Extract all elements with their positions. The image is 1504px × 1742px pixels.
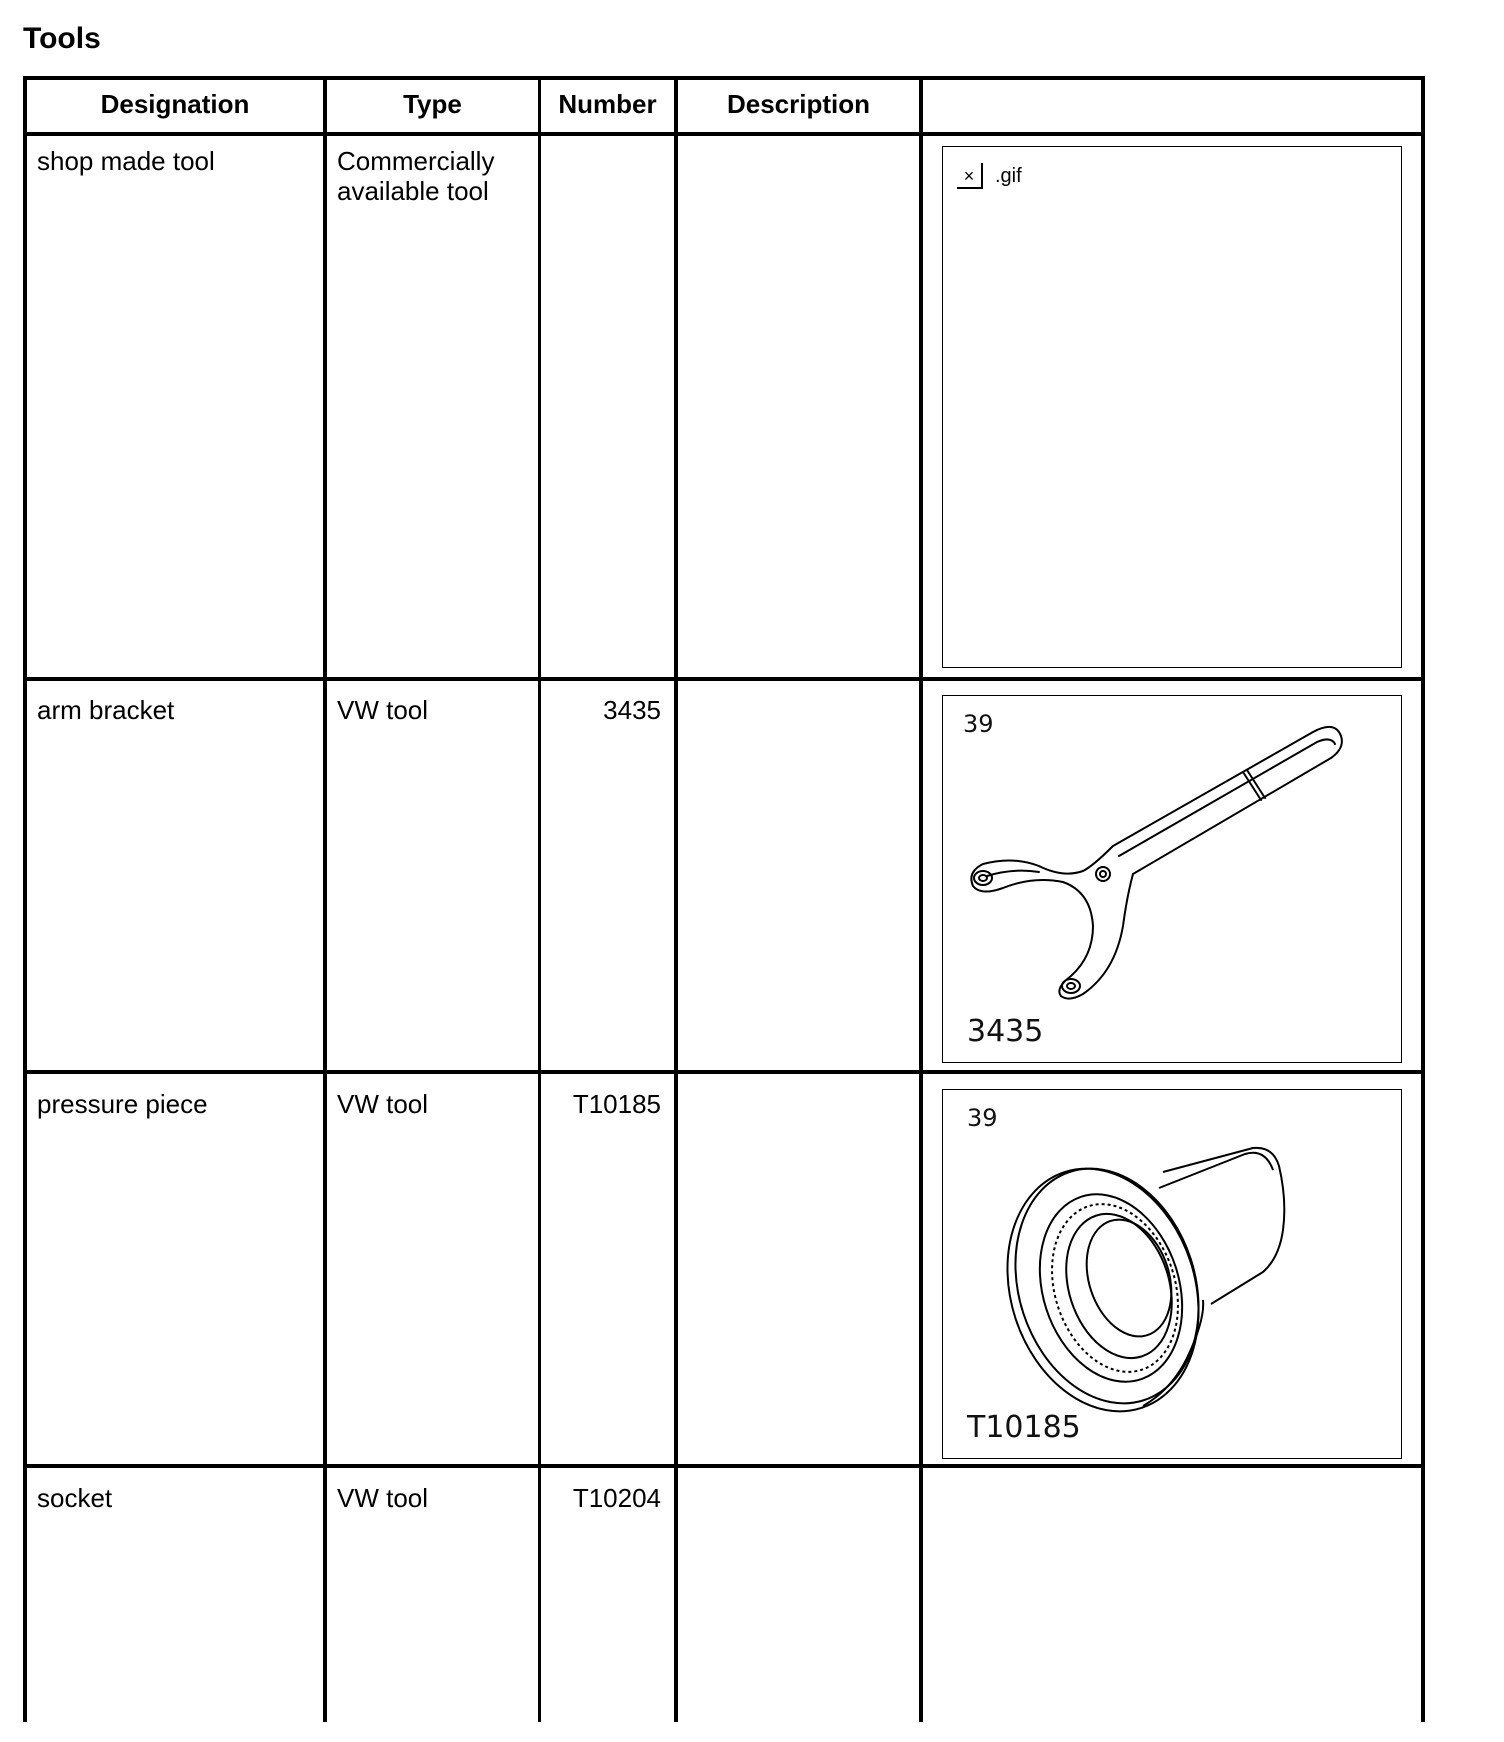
row3-image xyxy=(942,1089,1402,1459)
row3-designation: pressure piece xyxy=(37,1089,208,1119)
image-filename: .gif xyxy=(995,164,1022,187)
row4-number: T10204 xyxy=(572,1483,661,1513)
row3-type: VW tool xyxy=(337,1089,429,1119)
image-caption: T10185 xyxy=(967,1410,1081,1445)
row4-designation: socket xyxy=(37,1483,113,1513)
hook-wrench-icon xyxy=(943,696,1401,1062)
header-designation: Designation xyxy=(100,88,250,119)
header-image xyxy=(923,76,1421,132)
column-divider xyxy=(538,76,541,1722)
row4-type: VW tool xyxy=(337,1483,429,1513)
row2-image xyxy=(942,695,1402,1063)
row1-type-line2: available tool xyxy=(337,176,489,206)
row2-type: VW tool xyxy=(337,695,429,725)
row-divider xyxy=(23,1464,1425,1468)
header-description: Description xyxy=(726,88,871,119)
row-divider xyxy=(23,1070,1425,1074)
row-divider xyxy=(23,677,1425,681)
row2-designation: arm bracket xyxy=(37,695,175,725)
column-divider xyxy=(919,76,923,1722)
header-type: Type xyxy=(403,88,462,119)
row1-type-line1: Commercially xyxy=(337,146,495,176)
table-left-border xyxy=(23,76,27,1722)
tools-table xyxy=(23,76,1425,1722)
column-divider xyxy=(674,76,678,1722)
table-right-border xyxy=(1421,76,1425,1722)
image-ref-number: 39 xyxy=(963,710,994,738)
image-ref-number: 39 xyxy=(967,1104,998,1132)
page-title: Tools xyxy=(23,22,101,55)
row1-image-placeholder xyxy=(942,146,1402,668)
header-number: Number xyxy=(558,88,657,119)
row1-designation: shop made tool xyxy=(37,146,215,176)
row3-number: T10185 xyxy=(572,1089,661,1119)
pressure-piece-icon xyxy=(943,1090,1401,1458)
column-divider xyxy=(323,76,327,1722)
broken-image-icon: × xyxy=(957,163,983,189)
row1-type xyxy=(337,146,494,206)
image-caption: 3435 xyxy=(967,1014,1044,1049)
header-bottom-border xyxy=(23,132,1425,136)
row2-number: 3435 xyxy=(603,695,661,725)
broken-image xyxy=(957,163,1022,189)
